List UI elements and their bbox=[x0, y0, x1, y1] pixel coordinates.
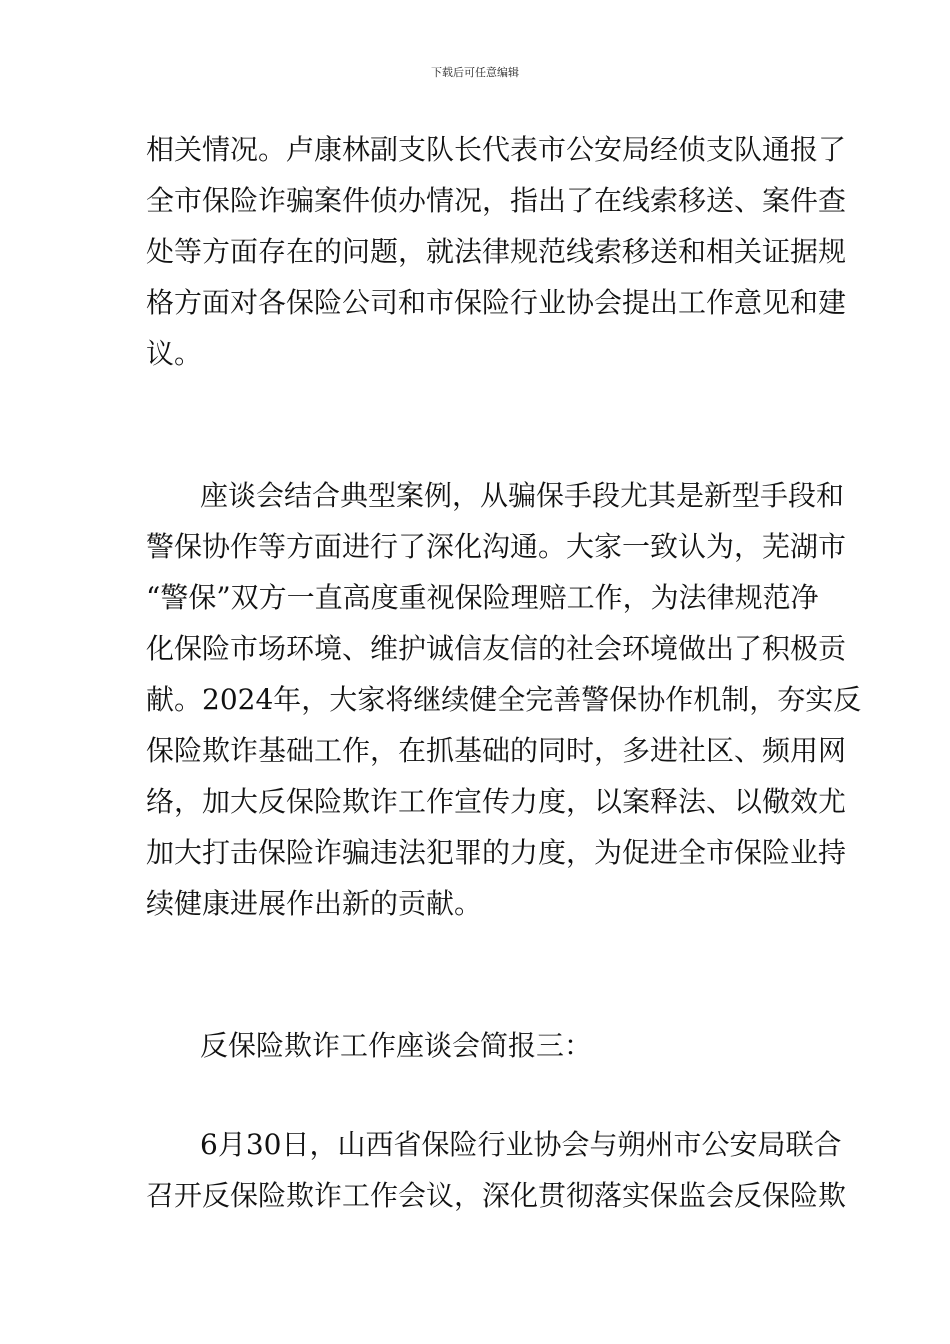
paragraph-line: 召开反保险欺诈工作会议，深化贯彻落实保监会反保险欺 bbox=[146, 1179, 847, 1212]
paragraph-line: 加大打击保险诈骗违法犯罪的力度，为促进全市保险业持 bbox=[146, 836, 847, 869]
paragraph-line: 警保协作等方面进行了深化沟通。大家一致认为，芜湖市 bbox=[146, 530, 847, 563]
paragraph-line: 6月30日，山西省保险行业协会与朔州市公安局联合 bbox=[200, 1128, 842, 1161]
paragraph-line: 络，加大反保险欺诈工作宣传力度，以案释法、以儆效尤 bbox=[146, 785, 847, 818]
paragraph-line: 处等方面存在的问题，就法律规范线索移送和相关证据规 bbox=[146, 235, 847, 268]
paragraph-line: 保险欺诈基础工作，在抓基础的同时，多进社区、频用网 bbox=[146, 734, 847, 767]
paragraph-line: 全市保险诈骗案件侦办情况，指出了在线索移送、案件查 bbox=[146, 184, 847, 217]
paragraph-line: 议。 bbox=[146, 337, 203, 370]
paragraph-line: 化保险市场环境、维护诚信友信的社会环境做出了积极贡 bbox=[146, 632, 847, 665]
section-heading: 反保险欺诈工作座谈会简报三： bbox=[200, 1029, 593, 1062]
paragraph-line: 续健康进展作出新的贡献。 bbox=[146, 887, 483, 920]
paragraph-line: “警保”双方一直高度重视保险理赔工作，为法律规范净 bbox=[146, 581, 819, 614]
paragraph-line: 相关情况。卢康林副支队长代表市公安局经侦支队通报了 bbox=[146, 133, 847, 166]
paragraph-line: 座谈会结合典型案例，从骗保手段尤其是新型手段和 bbox=[200, 479, 845, 512]
paragraph-line: 献。2024年，大家将继续健全完善警保协作机制，夯实反 bbox=[146, 683, 862, 716]
page-header: 下载后可任意编辑 bbox=[431, 66, 519, 79]
paragraph-line: 格方面对各保险公司和市保险行业协会提出工作意见和建 bbox=[146, 286, 847, 319]
